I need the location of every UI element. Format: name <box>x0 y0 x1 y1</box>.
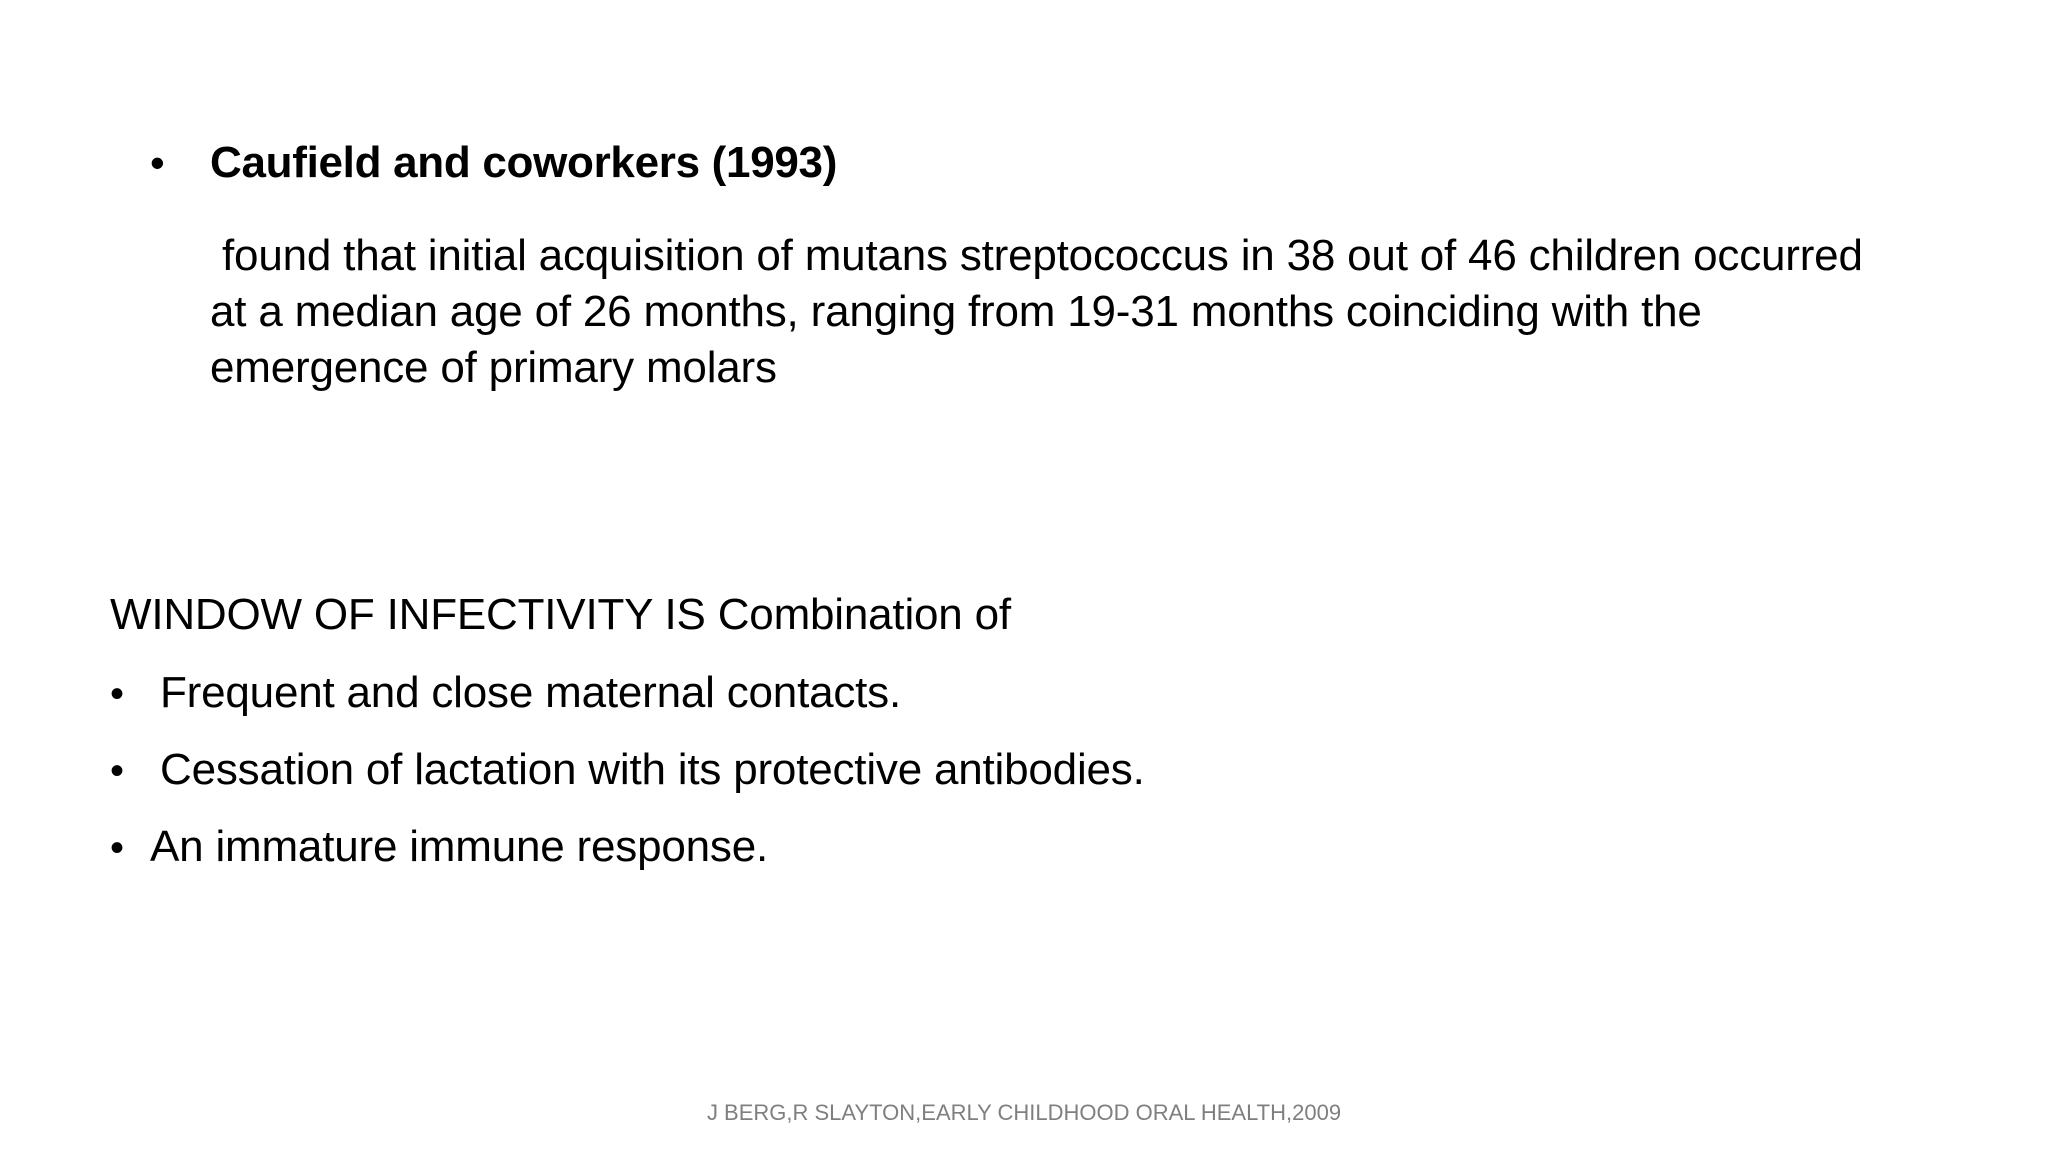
list-item <box>110 745 1145 822</box>
citation-paragraph: found that initial acquisition of mutans streptococcus in 38 out of 46 children occurred at a median age of 26 months, ranging from 19-31 months coinciding with the emergence of primary molars <box>210 231 1875 392</box>
window-title: WINDOW OF INFECTIVITY IS Combination of <box>110 590 1011 639</box>
list-item <box>110 668 1145 745</box>
bullet-icon: • <box>110 749 124 793</box>
bullet-icon: • <box>150 139 165 186</box>
bullet-icon: • <box>110 826 124 870</box>
list-item-text: An immature immune response. <box>150 822 768 871</box>
list-item-text: Frequent and close maternal contacts. <box>160 668 902 717</box>
window-list <box>110 668 1145 899</box>
list-item-text: Cessation of lactation with its protective antibodies. <box>160 745 1145 794</box>
bullet-icon: • <box>110 672 124 716</box>
citation-heading: Caufield and coworkers (1993) <box>210 138 838 187</box>
footer-citation: J BERG,R SLAYTON,EARLY CHILDHOOD ORAL HEALTH,2009 <box>706 1100 1342 1125</box>
list-item <box>110 822 1145 899</box>
citation-bullet <box>150 138 837 188</box>
